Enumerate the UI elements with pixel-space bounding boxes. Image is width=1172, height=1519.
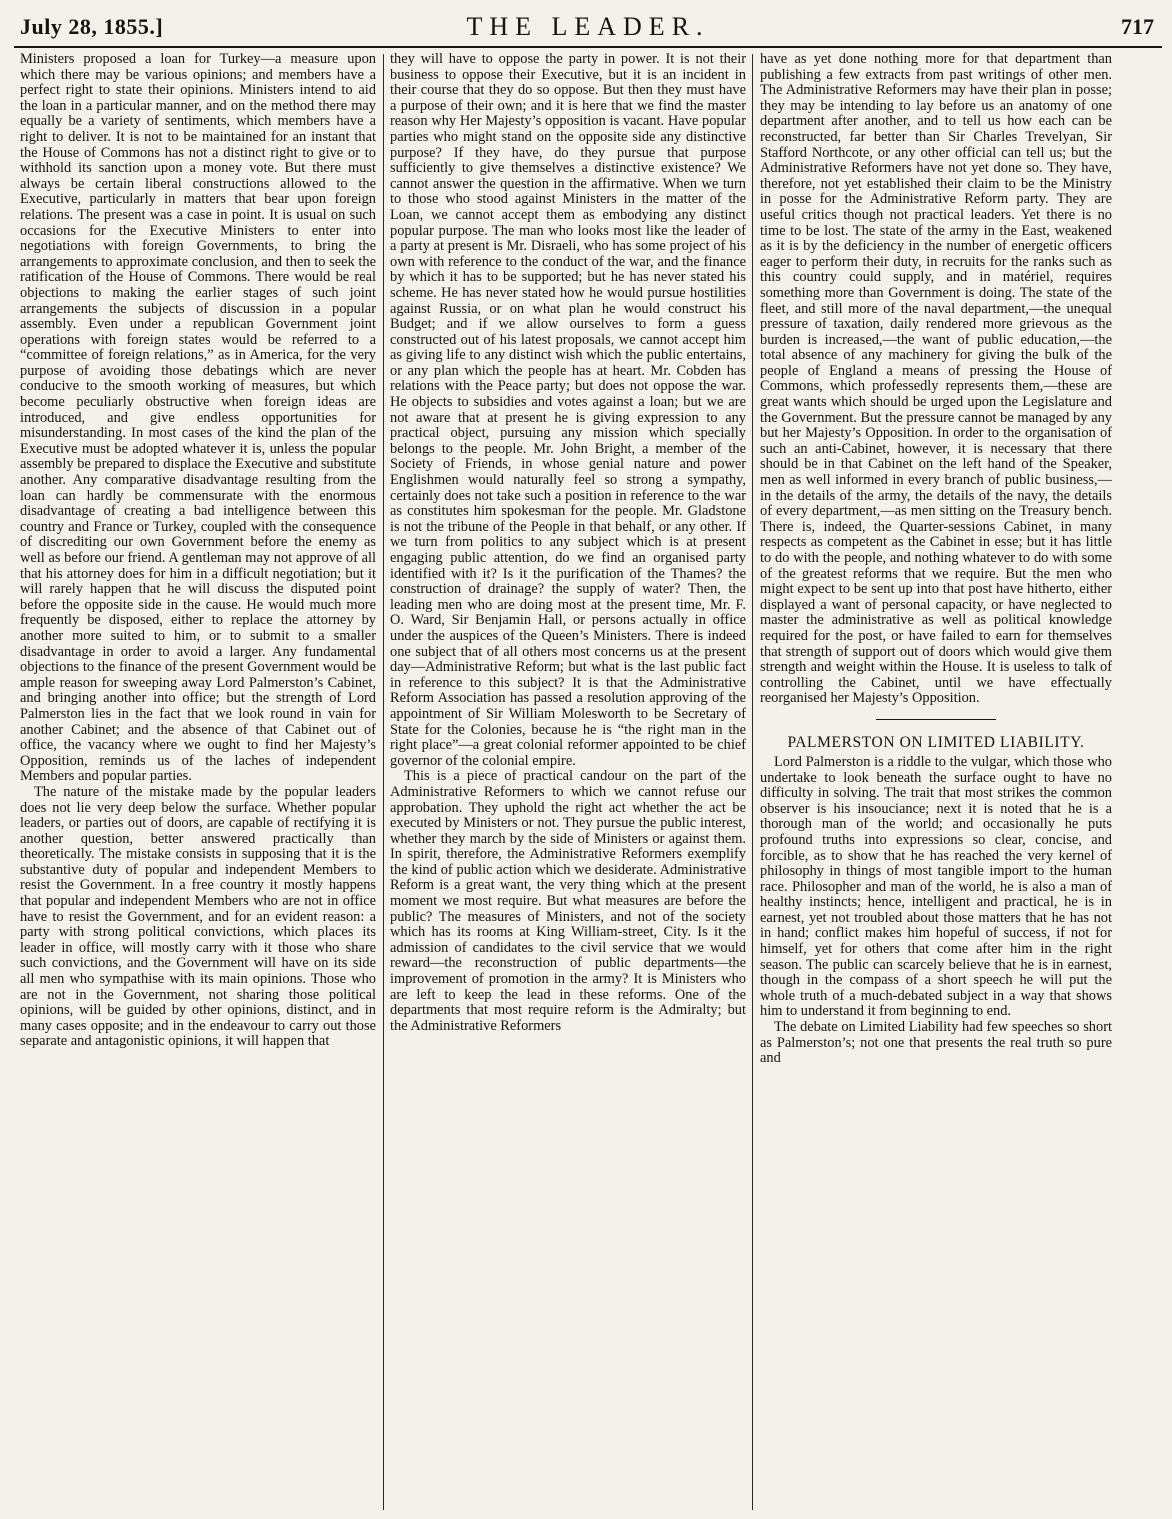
- column-3: [760, 52, 1112, 1514]
- paragraph: This is a piece of practical candour on the part of the Administrative Reformers to which we cannot refuse our approbation. They uphold the right act whether the act be executed by Ministers or not. They pursue the public interest, whether they march by the side of Ministers or against them. In spirit, therefore, the Administrative Reformers exemplify the kind of public action which we desiderate. Administrative Reform is a great want, the very thing which at the present moment we most require. But what measures are before the public? The measures of Ministers, and not of the society which has its rooms at King William-street, City. Is it the admission of candidates to the civil service that we would reward—the reconstruction of public departments—the improvement of promotion in the army? It is Ministers who are left to keep the lead in these reforms. One of the departments that most require reform is the Admiralty; but the Administrative Reformers: [390, 768, 746, 1034]
- column-2: [390, 52, 746, 1514]
- issue-date: July 28, 1855.]: [20, 14, 164, 39]
- paragraph: The debate on Limited Liability had few speeches so short as Palmerston’s; not one that presents the real truth so pure and: [760, 1019, 1112, 1067]
- paragraph: The nature of the mistake made by the popular leaders does not lie very deep below the surface. Whether popular leaders, or parties out of doors, are capable of rectifying it is another question, better answered practically than theoretically. The mistake consists in supposing that it is the substantive duty of popular and independent Members to resist the Government. In a free country it mostly happens that popular and independent Members who are not in office have to resist the Government, and for an evident reason: a party with strong political convictions, which places its leader in office, will mostly carry with it those who share such convictions, and the Government will have on its side all men who sympathise with its main opinions. Those who are not in the Government, not sharing those political opinions, will be guided by other opinions, distinct, and in many cases opposite; and in the endeavour to carry out those separate and antagonistic opinions, it will happen that: [20, 783, 376, 1050]
- column-rule: [383, 54, 384, 1510]
- masthead: [14, 6, 1162, 48]
- column-rule: [752, 54, 753, 1510]
- paragraph: have as yet done nothing more for that department than publishing a few extracts from past writings of other men. The Administrative Reformers may have their plan in posse; they may be intending to lay before us an anatomy of one department after another, and to tell us how each can be reconstructed, far better than Sir Charles Trevelyan, Sir Stafford Northcote, or any other official can tell us; but the Administrative Reformers have not yet done so. They have, therefore, not yet established their claim to be the Ministry in posse for the Administrative Reform party. They are useful critics though not practical leaders. Yet there is no time to be lost. The state of the army in the East, weakened as it is by the deficiency in the number of energetic officers eager to perform their duty, in recruits for the ranks such as this country could supply, and in matériel, requires something more than Government is doing. The state of the fleet, and still more of the naval department,—the unequal pressure of taxation, daily rendered more grievous as the burden is increased,—the want of public education,—the total absence of any machinery for giving the bulk of the people of England a means of pressing the House of Commons, which professedly represents them,—these are great wants which should be urged upon the Legislature and the Government. But the pressure cannot be managed by any but her Majesty’s Opposition. In order to the organisation of such an anti-Cabinet, however, it is necessary that there should be in that Cabinet on the left hand of the Speaker, men as well informed in every branch of public business,—in the details of the army, the details of the navy, the details of every department,—as men sitting on the Treasury bench. There is, indeed, the Quarter-sessions Cabinet, in many respects as competent as the Cabinet in esse; but it has little to do with the people, and nothing whatever to do with some of the greatest reforms that we require. But the men who might expect to be sent up into that post have hitherto, either displayed a want of personal capacity, or have neglected to master the administrative as well as political knowledge required for the post, or have failed to earn for themselves that strength of support out of doors which would give them strength and weight within the House. It is useless to talk of controlling the Cabinet, until we have effectually reorganised her Majesty’s Opposition.: [760, 52, 1112, 707]
- page-number: 717: [1121, 14, 1154, 39]
- paragraph: Ministers proposed a loan for Turkey—a measure upon which there may be various opinions; and members have a perfect right to state their opinions. Ministers intend to aid the loan in a particular manner, and on the method there may equally be a variety of sentiments, which members have a right to deliver. It is not to be maintained for an instant that the House of Commons has not a distinct right to give or to withhold its sanction upon a money vote. But there must always be certain liberal constructions allowed to the Executive, particularly in matters that bear upon foreign relations. The present was a case in point. It is usual on such occasions for the Executive Ministers to enter into negotiations with foreign Governments, to bring the arrangements to approximate conclusion, and then to seek the ratification of the House of Commons. There would be real objections to making the earlier stages of such joint arrangements the subjects of discussion in a popular assembly. Even under a republican Government joint operations with foreign states would be referred to a “committee of foreign relations,” as in America, for the very purpose of avoiding those debatings which are never conducive to the smooth working of measures, but which become peculiarly obstructive when foreign ideas are introduced, and give endless opportunities for misunderstanding. In most cases of the kind the plan of the Executive must be adopted whatever it is, unless the popular assembly be prepared to displace the Executive and substitute another. Any comparative disadvantage resulting from the loan can hardly be commensurate with the enormous disadvantage of creating a bad intelligence between this country and France or Turkey, coupled with the consequence of discrediting our own Government before the enemy as well as before our friend. A gentleman may not approve of all that his attorney does for him in a difficult negotiation; but it will rarely happen that he will discuss the disputed point before the opposite side in the cause. He would much more frequently be disposed, either to replace the attorney by another more suited to him, or to submit to a smaller disadvantage in order to avoid a larger. Any fundamental objections to the finance of the present Government would be ample reason for sweeping away Lord Palmerston’s Cabinet, and bringing another into office; but the strength of Lord Palmerston lies in the fact that we look round in vain for another Cabinet; and the absence of that Cabinet out of office, the vacancy where we ought to find her Majesty’s Opposition, reminds us of the laches of independent Members and popular parties.: [20, 52, 376, 785]
- paragraph: they will have to oppose the party in power. It is not their business to oppose their Executive, but it is an incident in their course that they do so oppose. But then they must have a purpose of their own; and it is here that we find the master reason why Her Majesty’s opposition is vacant. Have popular parties who might stand on the opposite side any distinctive purpose? If they have, do they pursue that purpose sufficiently to give themselves a distinctive existence? We cannot answer the question in the affirmative. When we turn to those who stood against Ministers in the matter of the Loan, we cannot accept them as embodying any distinct popular purpose. The man who looks most like the leader of a party at present is Mr. Disraeli, who has some project of his own with reference to the conduct of the war, and the finance by which it has to be supported; but he has never stated his scheme. He has never stated how he would pursue hostilities against Russia, or on what plan he would construct his Budget; and if we allow ourselves to form a guess constructed out of his latest proposals, we cannot accept him as giving life to any distinct wish which the public entertains, or any plan which the people has at heart. Mr. Cobden has relations with the Peace party; but does not oppose the war. He objects to subsidies and votes against a loan; but we are not aware that at present he is giving expression to any practical object, pursuing any mission which specially belongs to the people. Mr. John Bright, a member of the Society of Friends, in whose genial nature and power Englishmen would naturally feel so strong a sympathy, certainly does not take such a position in reference to the war as constitutes him spokesman for the people. Mr. Gladstone is not the tribune of the People in that behalf, or any other. If we turn from politics to any subject which is at present engaging public attention, do we find an organised party identified with it? Is it the purification of the Thames? the construction of drainage? the supply of water? Then, the leading men who are doing most at the present time, Mr. F. O. Ward, Sir Benjamin Hall, or persons actually in office under the auspices of the Queen’s Ministers. There is indeed one subject that of all others most concerns us at the present day—Administrative Reform; but what is the last public fact in reference to this subject? It is that the Administrative Reform Association has passed a resolution approving of the appointment of Sir William Molesworth to be Secretary of State for the Colonies, because he is “the right man in the right place”—a great colonial reformer appointed to be chief governor of the colonial empire.: [390, 52, 746, 769]
- column-1: [20, 52, 376, 1514]
- paragraph: Lord Palmerston is a riddle to the vulgar, which those who undertake to look beneath the surface ought to have no difficulty in solving. The trait that most strikes the common observer is his insouciance; next it is noted that he is a thorough man of the world; and occasionally he puts profound truths into expressions so clear, concise, and forcible, as to show that he has reached the very kernel of philosophy in things of most tangible import to the human race. Philosopher and man of the world, he is also a man of healthy instincts; hence, intelligent and practical, he is in earnest, yet not troubled about those matters that he has not in hand; conflict makes him hopeful of success, if not for himself, yet for others that come after him in the right season. The public can scarcely believe that he is in earnest, though in the compass of a short speech he will put the whole truth of a much-debated subject in a way that shows him to understand it from beginning to end.: [760, 753, 1112, 1020]
- newspaper-title: THE LEADER.: [466, 12, 710, 41]
- article-divider: [876, 719, 996, 720]
- article-heading: PALMERSTON ON LIMITED LIABILITY.: [787, 733, 1085, 751]
